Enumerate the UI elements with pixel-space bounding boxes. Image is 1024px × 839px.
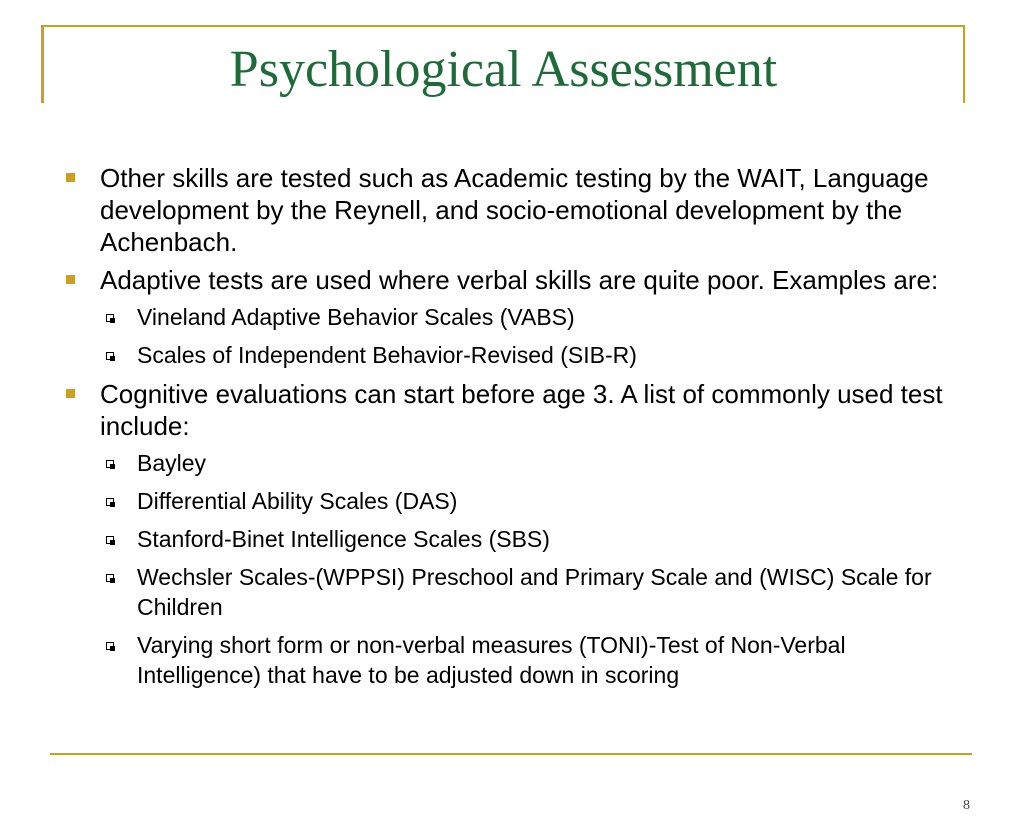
square-bullet-icon bbox=[66, 173, 75, 182]
sub-bullet-text: Bayley bbox=[137, 450, 207, 476]
hollow-square-bullet-icon bbox=[106, 314, 114, 322]
sub-bullet-item bbox=[66, 562, 966, 622]
sub-bullet-item bbox=[66, 448, 966, 478]
frame-top-line bbox=[41, 25, 965, 27]
square-bullet-icon bbox=[66, 275, 75, 284]
hollow-square-bullet-icon bbox=[106, 574, 114, 582]
sub-bullet-item bbox=[66, 340, 966, 370]
hollow-square-bullet-icon bbox=[106, 642, 114, 650]
sub-bullet-item bbox=[66, 524, 966, 554]
sub-bullet-item bbox=[66, 630, 966, 690]
square-bullet-icon bbox=[66, 389, 75, 398]
hollow-square-bullet-icon bbox=[106, 352, 114, 360]
sub-bullet-text: Wechsler Scales-(WPPSI) Preschool and Primary Scale and (WISC) Scale for Children bbox=[137, 564, 932, 620]
hollow-square-bullet-icon bbox=[106, 460, 114, 468]
bullet-list bbox=[66, 162, 966, 698]
bullet-item bbox=[66, 162, 966, 258]
bullet-item bbox=[66, 264, 966, 296]
page-number: 8 bbox=[963, 798, 970, 813]
sub-bullet-text: Scales of Independent Behavior-Revised (SIB-R) bbox=[137, 342, 637, 368]
slide-title: Psychological Assessment bbox=[229, 41, 778, 98]
sub-bullet-text: Vineland Adaptive Behavior Scales (VABS) bbox=[137, 304, 575, 330]
bullet-text: Other skills are tested such as Academic testing by the WAIT, Language development by the Reynell, and socio-emotional development by the Achenbach. bbox=[100, 163, 929, 257]
hollow-square-bullet-icon bbox=[106, 498, 114, 506]
hollow-square-bullet-icon bbox=[106, 536, 114, 544]
frame-right-line bbox=[963, 25, 965, 103]
bullet-text: Cognitive evaluations can start before age 3. A list of commonly used test include: bbox=[100, 379, 943, 441]
bullet-text: Adaptive tests are used where verbal skills are quite poor. Examples are: bbox=[100, 265, 939, 295]
sub-bullet-text: Stanford-Binet Intelligence Scales (SBS) bbox=[137, 526, 550, 552]
bullet-item bbox=[66, 378, 966, 442]
sub-bullet-text: Varying short form or non-verbal measures (TONI)-Test of Non-Verbal Intelligence) that have to be adjusted down in scoring bbox=[137, 632, 846, 688]
frame-bottom-line bbox=[50, 753, 972, 755]
sub-bullet-text: Differential Ability Scales (DAS) bbox=[137, 488, 458, 514]
sub-bullet-item bbox=[66, 302, 966, 332]
sub-bullet-item bbox=[66, 486, 966, 516]
